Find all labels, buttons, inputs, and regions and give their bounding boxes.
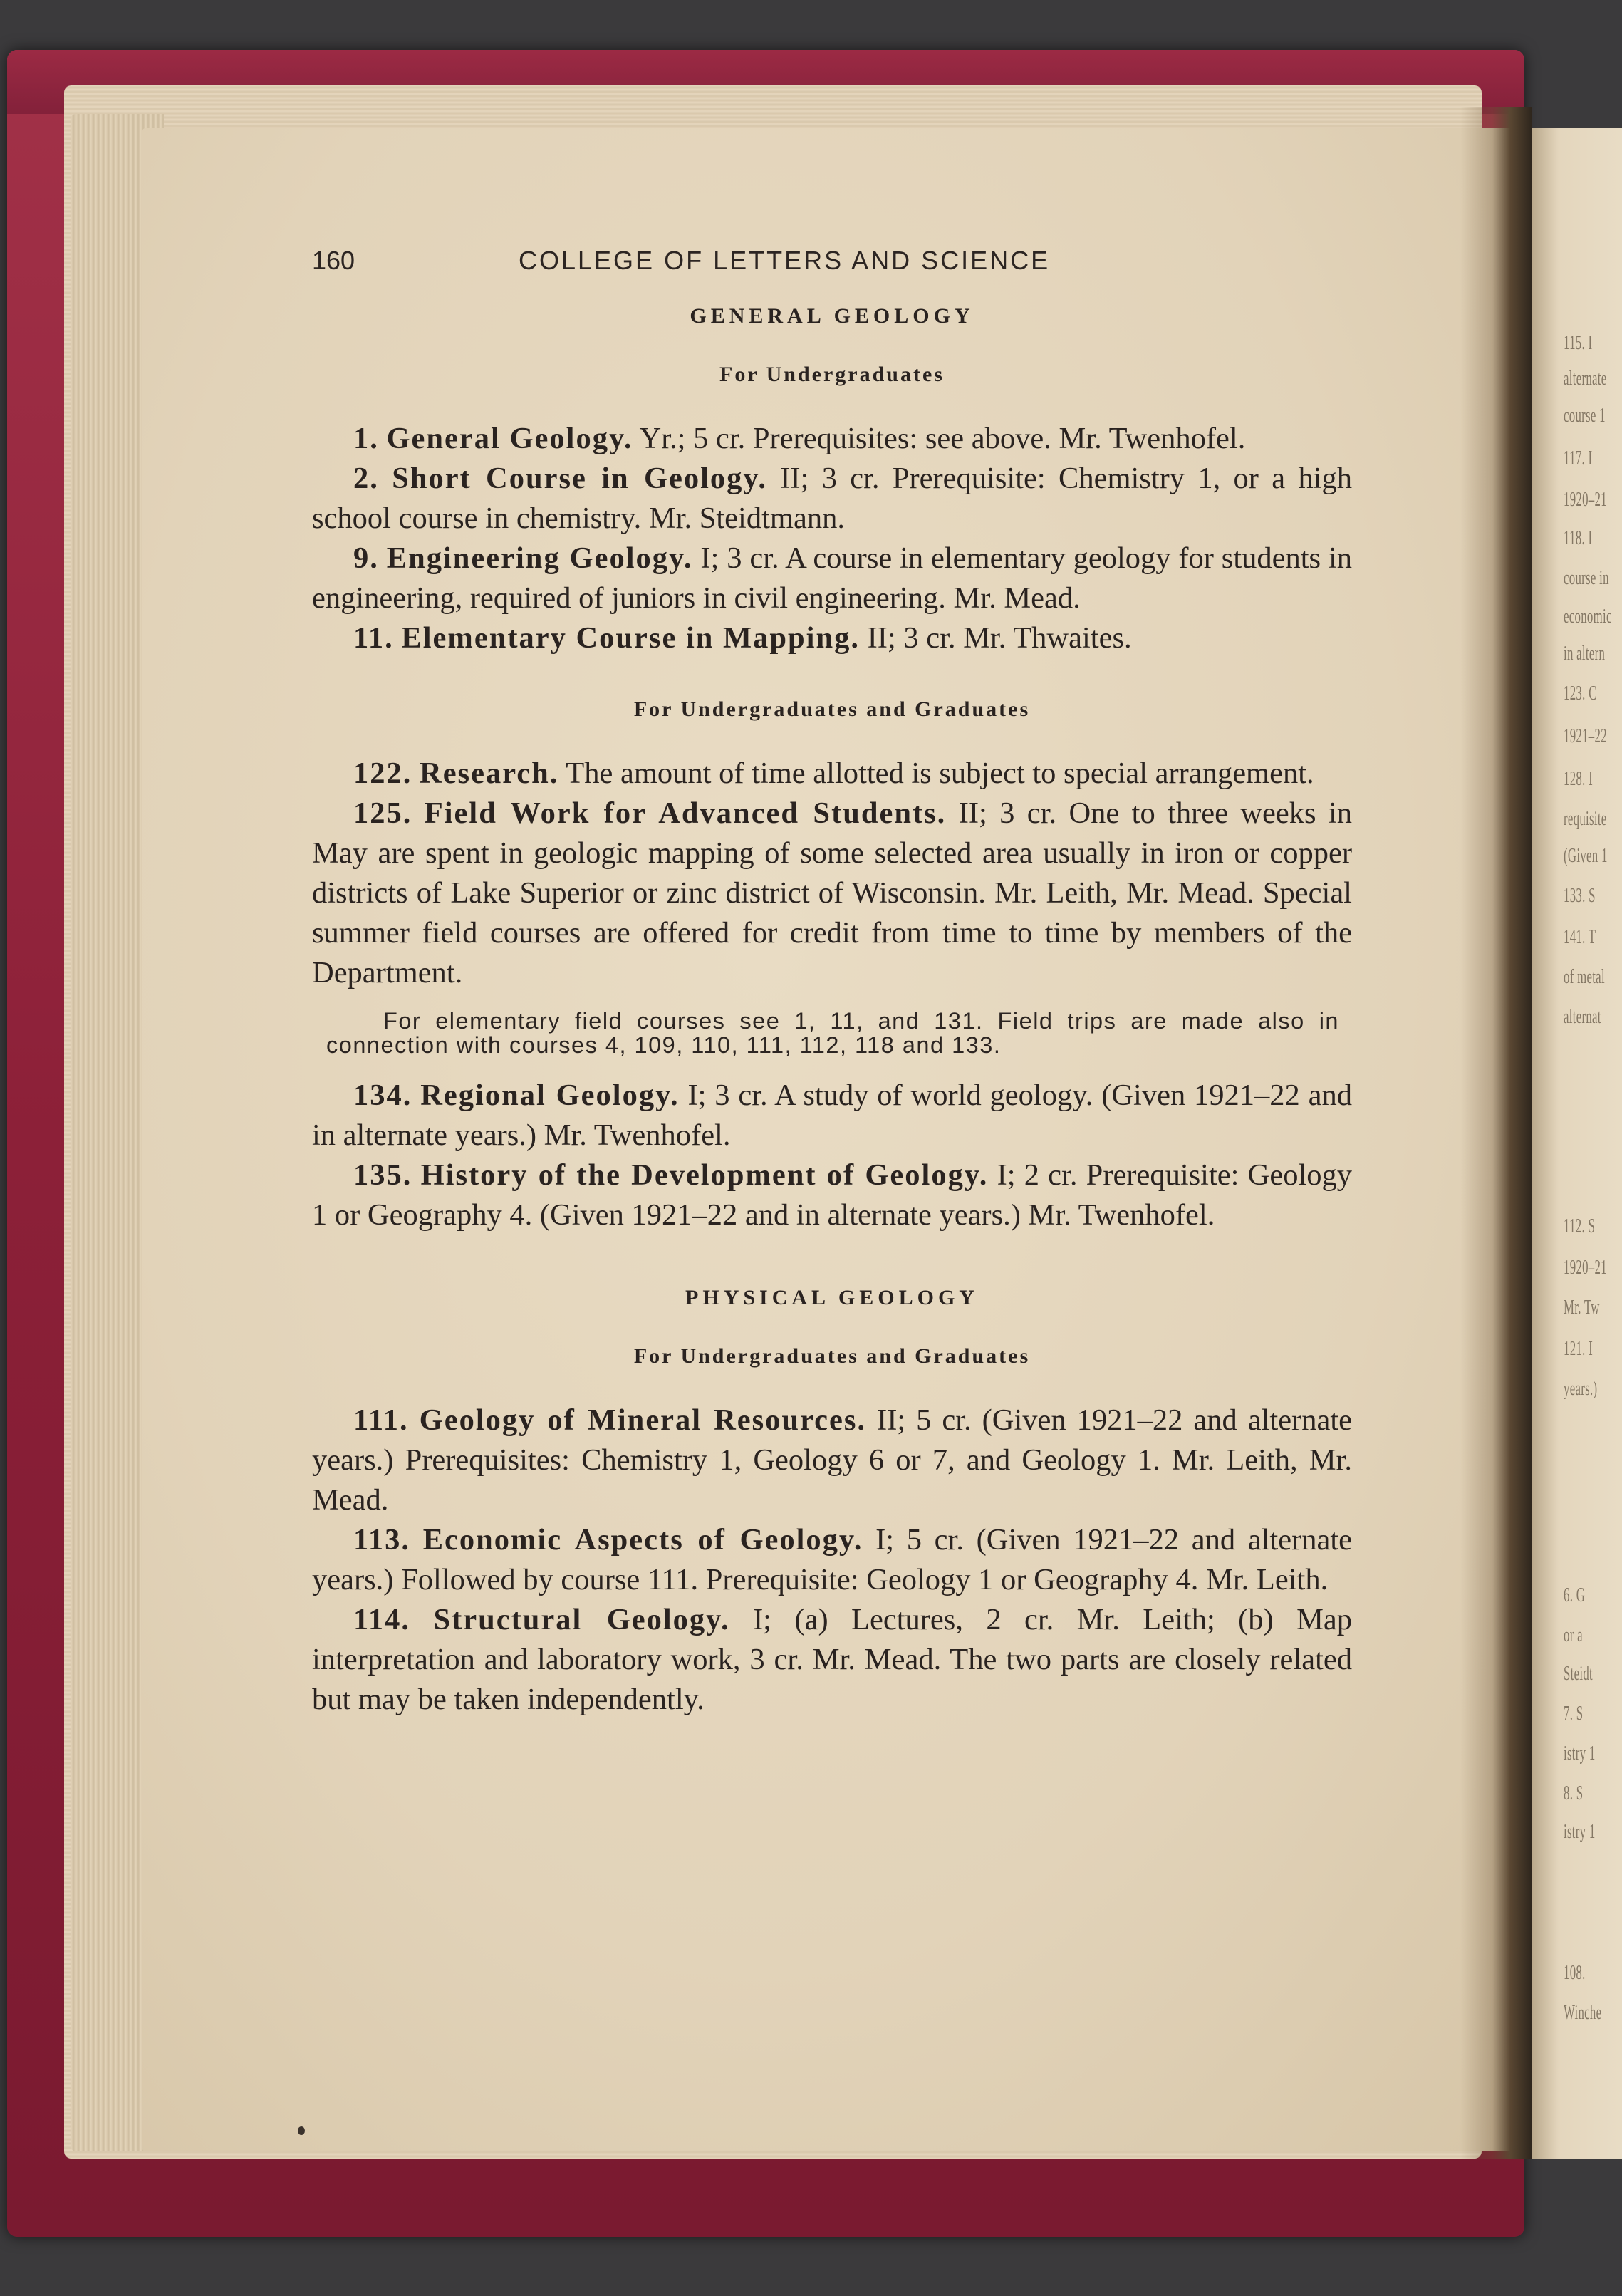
facing-page-fragment: 6. G [1564,1584,1586,1606]
subsection-heading: For Undergraduates and Graduates [633,697,1031,721]
subsection-heading: For Undergraduates [719,363,945,386]
facing-page-fragment: (Given 1 [1564,845,1608,867]
facing-page-fragment: 1920–21 [1564,1257,1607,1279]
facing-page-fragment: course 1 [1564,405,1606,427]
page-text [312,235,1352,1720]
course-description: I; 3 cr. A course in elementary geology for students in engineering, required of juniors in civil engineering. Mr. Mead. [312,541,1353,615]
facing-page-fragment: in altern [1564,643,1606,665]
facing-page [1532,128,1622,2159]
facing-page-fragment: istry 1 [1564,1821,1596,1843]
book-gutter [1460,107,1532,2159]
course-entry [312,754,1352,794]
facing-page-fragment: years.) [1564,1378,1598,1400]
course-number: 1. [353,422,379,455]
course-description: II; 3 cr. One to three weeks in May are spent in geologic mapping of some selected area usually in iron or copper districts of Lake Superior or zinc district of Wisconsin. Mr. Leith, Mr. Mead. Special summer field courses are offered for credit from time to time by members of the Department. [312,796,1353,989]
course-entry [312,1155,1352,1235]
facing-page-fragment: 8. S [1564,1782,1584,1804]
course-description: I; (a) Lectures, 2 cr. Mr. Leith; (b) Map interpretation and laboratory work, 3 cr. Mr. Mead. The two parts are closely related but may be taken independently. [312,1603,1353,1716]
course-name: Research. [420,757,559,790]
course-name: Structural Geology. [433,1603,730,1636]
course-number: 134. [353,1079,412,1112]
facing-page-fragment: 133. S [1564,885,1596,907]
course-name: General Geology. [386,422,633,455]
course-entry [312,539,1352,618]
course-number: 135. [353,1158,412,1192]
course-number: 9. [353,541,379,575]
facing-page-fragment: istry 1 [1564,1742,1596,1765]
facing-page-fragment: 112. S [1564,1215,1596,1237]
facing-page-fragment: 118. I [1564,527,1593,549]
course-description: I; 5 cr. (Given 1921–22 and alternate years.) Followed by course 111. Prerequisite: Geology 1 or Geography 4. Mr. Leith. [312,1523,1353,1596]
facing-page-fragment: requisite [1564,808,1607,830]
facing-page-fragment: alternat [1564,1006,1601,1028]
facing-page-fragment: 7. S [1564,1703,1584,1725]
course-entry [312,1076,1352,1155]
course-name: Geology of Mineral Resources. [419,1403,867,1437]
facing-page-fragment: 141. T [1564,926,1596,948]
facing-page-fragment: Steidt [1564,1663,1594,1685]
running-head-title: COLLEGE OF LETTERS AND SCIENCE [519,246,1051,275]
course-entry [312,1600,1352,1720]
footnote: For elementary field courses see 1, 11, and 131. Field trips are made also in connection with courses 4, 109, 110, 111, 112, 118 and 133. [326,1008,1339,1058]
course-number: 125. [353,796,412,830]
course-entry [312,459,1352,539]
course-name: Elementary Course in Mapping. [401,621,860,655]
facing-page-fragment: 108. [1564,1962,1586,1984]
course-name: Economic Aspects of Geology. [422,1523,863,1557]
course-number: 11. [353,621,394,655]
subsection-heading: For Undergraduates and Graduates [633,1344,1031,1368]
course-entry [312,1520,1352,1600]
course-description: I; 2 cr. Prerequisite: Geology 1 or Geography 4. (Given 1921–22 and in alternate years.) Mr. Twenhofel. [312,1158,1353,1232]
course-entry [312,419,1352,459]
facing-page-fragment: 117. I [1564,447,1593,469]
course-description: II; 5 cr. (Given 1921–22 and alternate years.) Prerequisites: Chemistry 1, Geology 6 or 7, and Geology 1. Mr. Leith, Mr. Mead. [312,1403,1352,1517]
course-number: 2. [353,462,379,495]
course-name: Engineering Geology. [386,541,693,575]
course-description: II; 3 cr. Prerequisite: Chemistry 1, or a high school course in chemistry. Mr. Steidtmann. [312,462,1353,535]
facing-page-fragment: 1921–22 [1564,725,1607,747]
facing-page-fragment: economic [1564,606,1612,628]
running-head [312,235,1352,275]
course-description: Yr.; 5 cr. Prerequisites: see above. Mr. Twenhofel. [639,422,1246,455]
course-number: 113. [353,1523,411,1557]
course-number: 114. [353,1603,411,1636]
facing-page-fragment: of metal [1564,966,1605,988]
course-description: II; 3 cr. Mr. Thwaites. [867,621,1132,655]
course-entry [312,618,1352,658]
facing-page-fragment: 121. I [1564,1338,1593,1360]
section-heading: GENERAL GEOLOGY [690,304,974,328]
facing-page-fragment: course in [1564,567,1609,589]
facing-page-fragment: 115. I [1564,332,1593,354]
page-content [312,275,1352,1720]
facing-page-fragment: 128. I [1564,768,1593,790]
facing-page-fragment: 123. C [1564,682,1597,705]
facing-page-fragment: 1920–21 [1564,489,1607,511]
course-entry [312,1401,1352,1520]
course-description: I; 3 cr. A study of world geology. (Given 1921–22 and in alternate years.) Mr. Twenhofel. [312,1079,1352,1152]
facing-page-fragment: Winche [1564,2002,1602,2024]
course-name: Regional Geology. [420,1079,680,1112]
section-heading: PHYSICAL GEOLOGY [685,1286,979,1309]
course-name: Short Course in Geology. [392,462,767,495]
course-number: 122. [353,757,412,790]
facing-page-fragment: Mr. Tw [1564,1297,1600,1319]
facing-page-fragment: alternate [1564,368,1607,390]
page-number: 160 [312,246,355,275]
course-entry [312,794,1352,993]
facing-page-fragment: or a [1564,1624,1583,1646]
stray-mark [298,2126,305,2135]
course-description: The amount of time allotted is subject to special arrangement. [566,757,1314,790]
course-name: History of the Development of Geology. [420,1158,989,1192]
course-number: 111. [353,1403,409,1437]
course-name: Field Work for Advanced Students. [424,796,947,830]
